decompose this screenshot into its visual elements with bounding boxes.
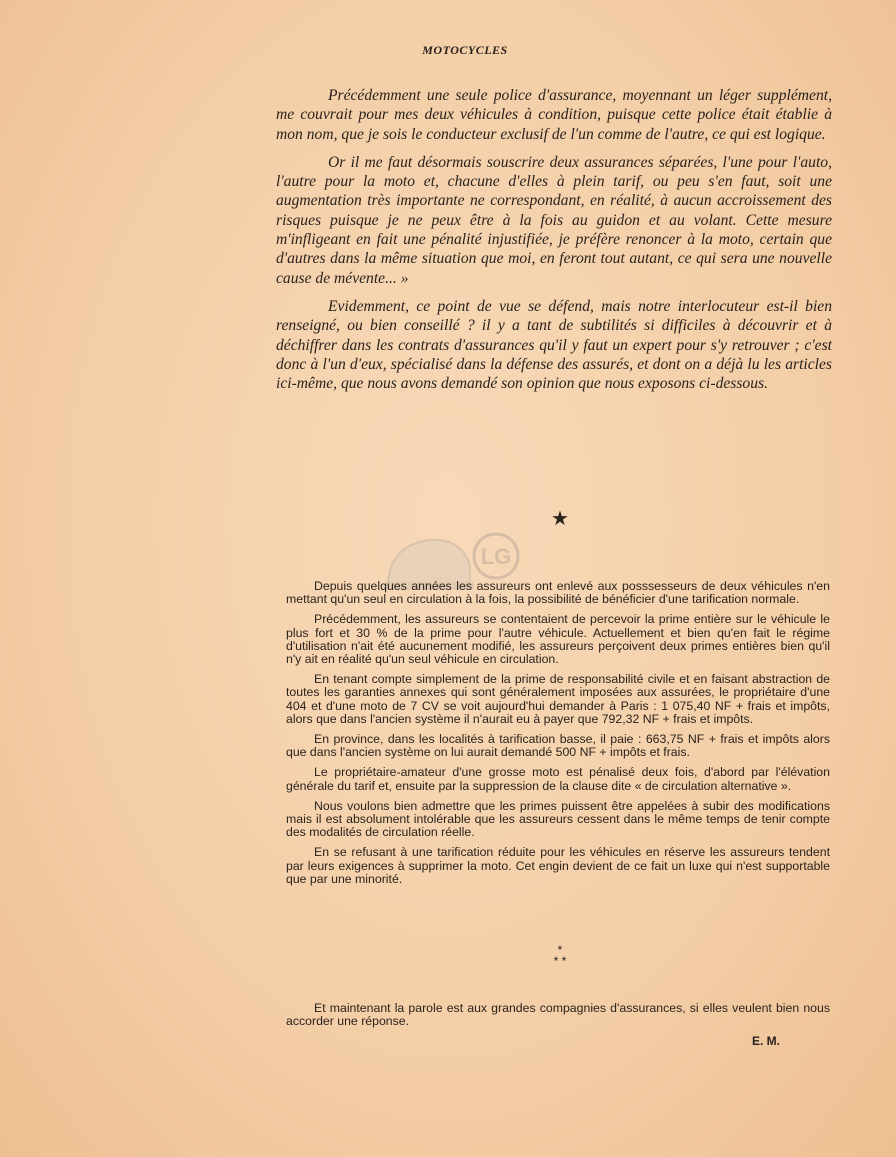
intro-text <box>276 86 832 402</box>
intro-paragraph: Précédemment une seule police d'assurance, moyennant un léger supplément, me couvrait pour mes deux véhicules à condition, puisque cette police était établie à mon nom, que je sois le conducteur exclusif de l'un comme de l'autre, ce qui est logique. <box>276 87 832 143</box>
body-paragraph: En se refusant à une tarification réduite pour les véhicules en réserve les assureurs tendent par leurs exigences à supprimer la moto. Cet engin devient de ce fait un luxe qui n'est supportable que par une minorité. <box>286 845 830 886</box>
asterism-separator <box>538 945 582 967</box>
running-header: MOTOCYCLES <box>422 43 508 57</box>
body-paragraph: Depuis quelques années les assureurs ont enlevé aux posssesseurs de deux véhicules n'en mettant qu'un seul en circulation à la fois, la possibilité de bénéficier d'une tarification normale. <box>286 579 830 607</box>
intro-paragraph: Or il me faut désormais souscrire deux assurances séparées, l'une pour l'auto, l'autre pour la moto et, chacune d'elles à plein tarif, ou peu s'en faut, soit une augmentation très importante ne correspondant, en réalité, à aucun accroissement des risques puisque je ne peux être à la fois au guidon et au volant. Cette mesure m'infligeant en fait une pénalité injustifiée, je préfère renoncer à la moto, certain que d'autres dans la même situation que moi, en feront tout autant, ce qui sera une nouvelle cause de mévente... » <box>276 153 832 287</box>
asterism-top: * <box>557 943 563 957</box>
body-paragraph: Nous voulons bien admettre que les primes puissent être appelées à subir des modifications mais il est absolument intolérable que les assureurs cessent dans le même temps de tenir compte des modalités de circulation réelle. <box>286 798 830 840</box>
asterism-bottom: * * <box>553 954 567 968</box>
closing-paragraph: Et maintenant la parole est aux grandes compagnies d'assurances, si elles veulent bien nous accorder une réponse. <box>286 1001 830 1029</box>
closing-text <box>286 1002 830 1028</box>
body-paragraph: En tenant compte simplement de la prime de responsabilité civile et en faisant abstraction de toutes les garanties annexes qui sont généralement imposées aux assurées, le propriétaire d'une 404 et d'une moto de 7 CV se voit aujourd'hui demander à Paris : 1 075,40 NF + frais et impôts, alors que dans l'ancien système il n'aurait eu à payer que 792,32 NF + frais et impôts. <box>286 672 830 726</box>
intro-paragraph: Evidemment, ce point de vue se défend, mais notre interlocuteur est-il bien renseigné, ou bien conseillé ? il y a tant de subtilités si difficiles à découvrir et à déchiffrer dans les contrats d'assurances qu'il y faut un expert pour s'y retrouver ; c'est donc à l'un d'eux, spécialisé dans la défense des assurés, et dont on a déjà lu les articles ici-même, que nous avons demandé son opinion que nous exposons ci-dessous. <box>276 297 832 393</box>
author-signature: E. M. <box>751 1034 780 1048</box>
watermark-text: LG <box>480 544 512 569</box>
body-paragraph: En province, dans les localités à tarification basse, il paie : 663,75 NF + frais et impôts alors que dans l'ancien système on lui aurait demandé 500 NF + impôts et frais. <box>286 732 830 760</box>
article-body <box>286 580 830 893</box>
body-paragraph: Précédemment, les assureurs se contentaient de percevoir la prime entière sur le véhicule le plus fort et 30 % de la prime pour l'autre véhicule. Actuellement et bien qu'en fait le régime d'utilisation n'ait été aucunement modifié, les assureurs perçoivent deux primes entières bien qu'il n'y ait en réalité qu'un seul véhicule en circulation. <box>286 612 830 667</box>
section-star-separator: ★ <box>551 508 569 530</box>
body-paragraph: Le propriétaire-amateur d'une grosse moto est pénalisé deux fois, d'abord par l'élévation générale du tarif et, ensuite par la suppression de la clause dite « de circulation alternative ». <box>286 765 830 793</box>
